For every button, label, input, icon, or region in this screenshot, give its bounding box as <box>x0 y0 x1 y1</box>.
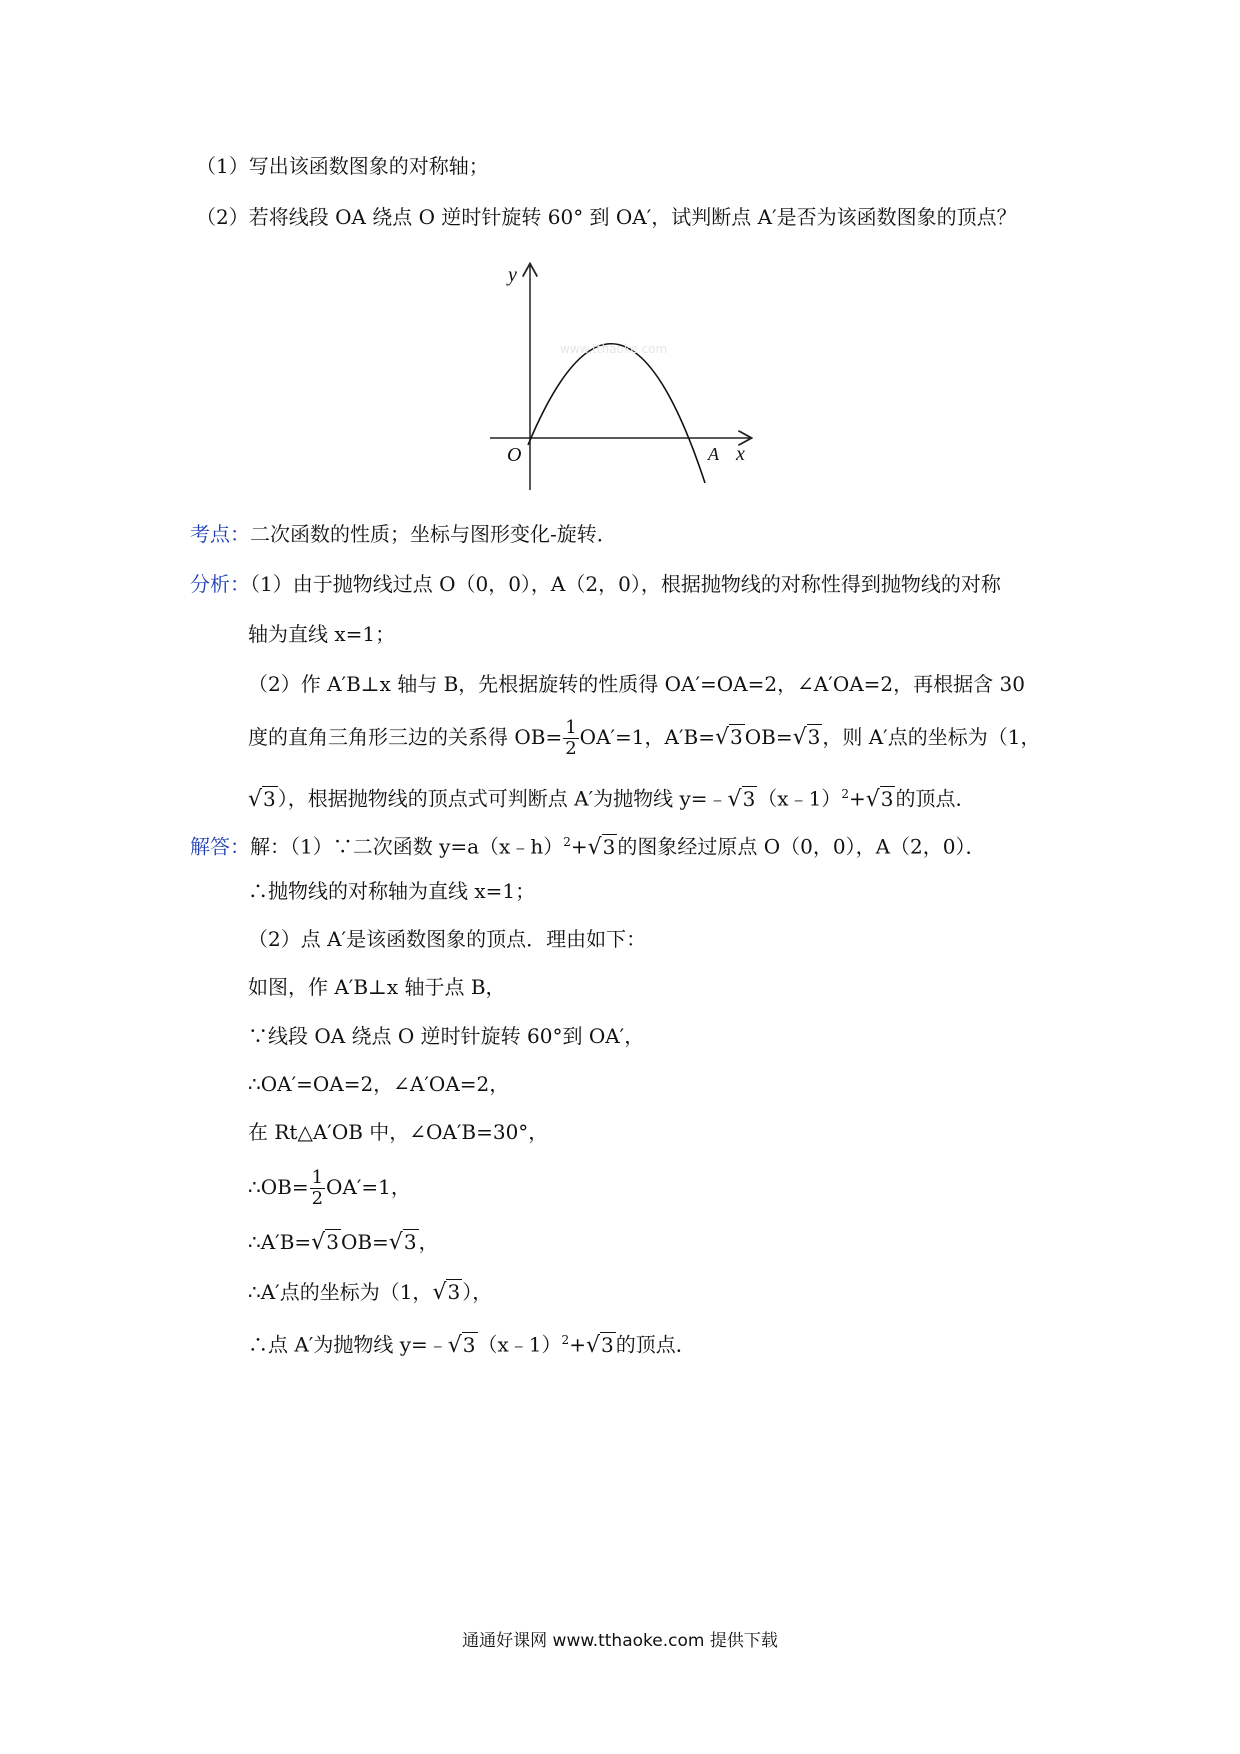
x-axis-label: x <box>736 443 745 465</box>
jieda-text-1a: 解：（1）∵二次函数 y=a（x﹣h） <box>250 834 564 859</box>
sqrt-3: √3 <box>311 1230 339 1255</box>
fenxi-text-5d: 的顶点． <box>895 786 976 811</box>
kaodian-line <box>190 520 617 548</box>
jieda-text-11c: + <box>569 1332 586 1357</box>
fenxi-text-1: （1）由于抛物线过点 O（0，0），A（2，0），根据抛物线的对称性得到抛物线的对称 <box>250 572 1001 596</box>
fraction-half: $\frac{1}{2}$ <box>565 717 577 759</box>
watermark: www.tthaoke.com <box>560 342 668 356</box>
jieda-text-9a: ∴A′B= <box>248 1230 312 1254</box>
fenxi-text-4c: OB= <box>744 725 793 749</box>
jieda-line-1 <box>190 828 986 862</box>
jieda-line-2: ∴抛物线的对称轴为直线 x=1； <box>248 879 536 903</box>
jieda-text-1b: + <box>570 834 588 859</box>
jieda-text-8a: ∴OB= <box>248 1175 309 1199</box>
jieda-text-1c: 的图象经过原点 O（0，0），A（2，0）． <box>617 834 986 859</box>
jieda-line-10 <box>248 1278 492 1307</box>
question-1: （1）写出该函数图象的对称轴； <box>196 154 489 178</box>
jieda-text-11b: （x﹣1） <box>477 1332 562 1357</box>
sqrt-3: √3 <box>585 1332 614 1358</box>
fenxi-label: 分析： <box>190 572 250 596</box>
fenxi-line-1 <box>190 570 1001 598</box>
point-a-label: A <box>708 444 719 464</box>
sqrt-3: √3 <box>248 786 276 812</box>
fenxi-line-4 <box>248 718 1040 759</box>
exponent: 2 <box>561 1333 570 1347</box>
parabola-curve <box>528 344 705 483</box>
sqrt-3: √3 <box>865 786 894 812</box>
fraction-half: $\frac{1}{2}$ <box>311 1167 324 1209</box>
kaodian-label: 考点： <box>190 522 250 546</box>
jieda-text-10b: ）， <box>462 1280 493 1304</box>
sqrt-3: √3 <box>388 1230 417 1255</box>
fenxi-text-4b: OA′=1，A′B= <box>579 725 715 749</box>
fenxi-text-4d: ，则 A′点的坐标为（1， <box>822 725 1041 749</box>
fenxi-line-3: （2）作 A′B⊥x 轴与 B，先根据旋转的性质得 OA′=OA=2，∠A′OA=2，再根据含 30 <box>248 672 1025 696</box>
exponent: 2 <box>841 787 849 801</box>
jieda-line-9 <box>248 1228 439 1257</box>
origin-label: O <box>507 444 522 466</box>
jieda-line-7: 在 Rt△A′OB 中，∠OA′B=30°， <box>248 1120 549 1144</box>
jieda-text-9b: OB= <box>340 1230 389 1254</box>
jieda-line-11 <box>248 1326 696 1360</box>
jieda-line-3: （2）点 A′是该函数图象的顶点．理由如下： <box>248 927 647 951</box>
fenxi-text-4a: 度的直角三角形三边的关系得 OB= <box>248 725 563 749</box>
jieda-text-10a: ∴A′点的坐标为（1， <box>248 1280 433 1304</box>
fenxi-text-5c: + <box>848 786 866 811</box>
page-footer: 通通好课网 www.tthaoke.com 提供下载 <box>462 1631 778 1651</box>
sqrt-3: √3 <box>714 725 743 750</box>
kaodian-text: 二次函数的性质；坐标与图形变化-旋转． <box>250 522 617 546</box>
jieda-text-11a: ∴点 A′为抛物线 y=﹣ <box>248 1332 448 1357</box>
sqrt-3: √3 <box>587 834 616 860</box>
jieda-line-6: ∴OA′=OA=2，∠A′OA=2， <box>248 1072 510 1096</box>
sqrt-3: √3 <box>432 1280 461 1305</box>
fenxi-line-5 <box>248 780 975 814</box>
jieda-line-4: 如图，作 A′B⊥x 轴于点 B， <box>248 975 506 999</box>
jieda-text-9c: ， <box>418 1230 439 1254</box>
sqrt-3: √3 <box>792 725 821 750</box>
y-axis-label: y <box>508 264 517 286</box>
sqrt-3: √3 <box>447 1332 476 1358</box>
fenxi-line-2: 轴为直线 x=1； <box>248 622 396 646</box>
jieda-line-8 <box>248 1168 411 1209</box>
jieda-text-11d: 的顶点． <box>615 1332 696 1357</box>
exponent: 2 <box>563 835 571 849</box>
question-2: （2）若将线段 OA 绕点 O 逆时针旋转 60° 到 OA′，试判断点 A′是否为该函数图象的顶点？ <box>196 205 1017 229</box>
jieda-label: 解答： <box>190 834 250 859</box>
fenxi-text-5b: （x﹣1） <box>757 786 842 811</box>
sqrt-3: √3 <box>727 786 756 812</box>
parabola-figure <box>480 255 760 500</box>
jieda-text-8b: OA′=1， <box>326 1175 411 1199</box>
fenxi-text-5a: ），根据抛物线的顶点式可判断点 A′为抛物线 y=﹣ <box>277 786 728 811</box>
jieda-line-5: ∵线段 OA 绕点 O 逆时针旋转 60°到 OA′， <box>248 1024 645 1048</box>
